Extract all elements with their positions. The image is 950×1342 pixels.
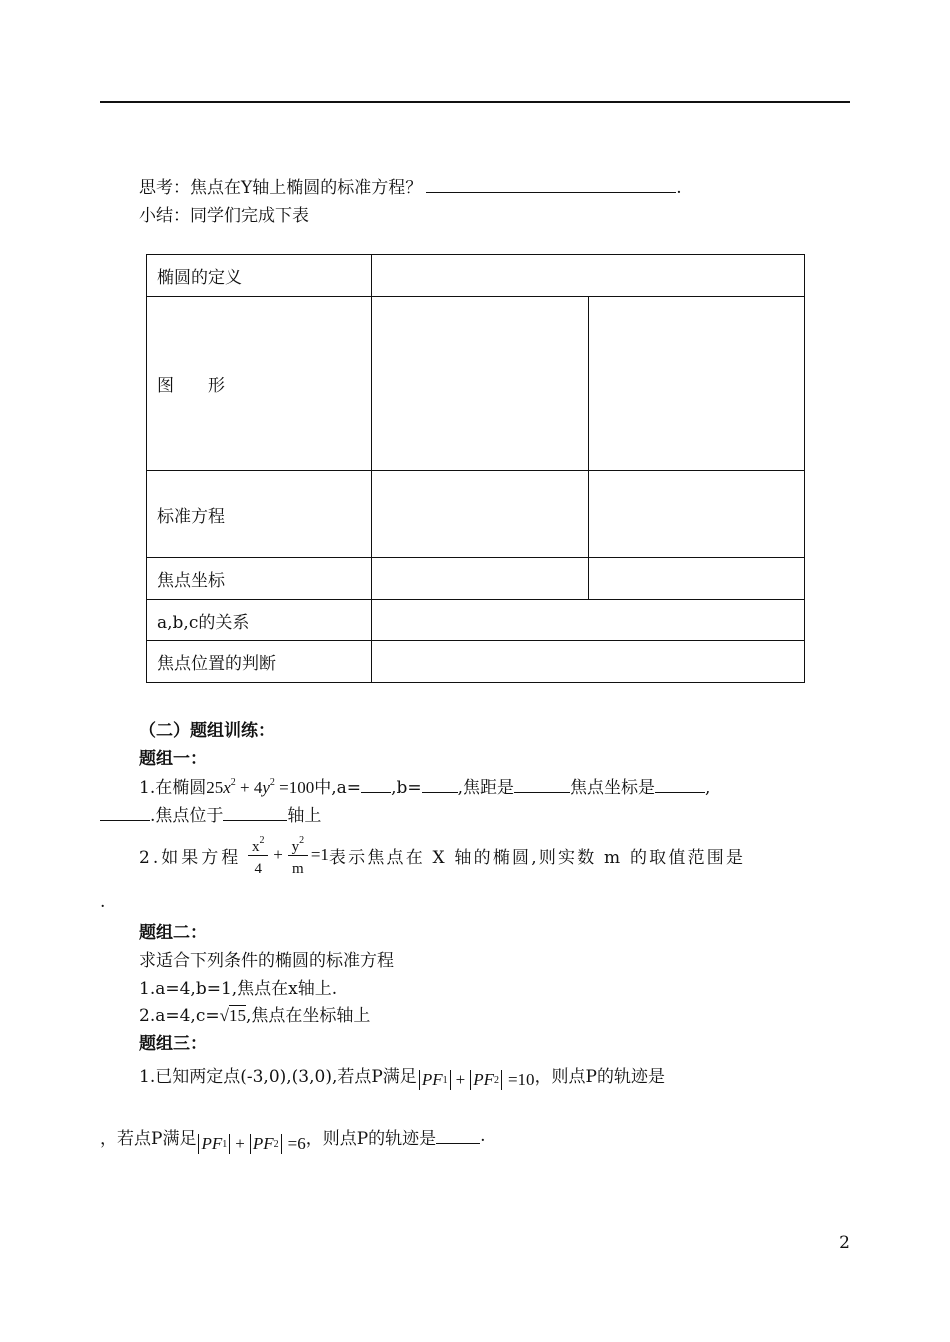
group1-q1 [139,773,710,798]
q2-end: . [100,892,106,912]
pf-term: PF [252,1134,274,1153]
q1-text: 焦点坐标是 [570,778,655,798]
pf-term: PF [421,1070,443,1089]
table-cell-blank [371,471,589,558]
line2-suffix: ，则点P的轨迹是 [305,1128,437,1149]
answer-blank [223,806,287,821]
table-row [147,641,805,683]
table-cell-blank [371,641,804,683]
table-cell-blank [371,600,804,641]
q1-prefix: 1.已知两定点(-3,0),(3,0),若点P满足 [139,1066,417,1087]
table-cell-blank [371,255,804,297]
eq-coef: 25 [206,778,224,797]
plus-sign: + [273,845,283,864]
group1-title: 题组一： [139,749,207,769]
abs-sum-equation [417,1070,535,1090]
answer-blank [426,178,676,193]
section-title: （二）题组训练： [139,721,275,741]
table-row [147,600,805,641]
q1-text: 中,a= [314,778,362,798]
answer-blank [655,778,705,793]
group3-title: 题组三： [139,1034,207,1054]
q2-prefix: 2.如果方程 [139,847,242,868]
frac-den: m [291,861,304,877]
table-row [147,297,805,471]
table-cell-label: 标准方程 [147,471,372,558]
answer-blank [514,778,570,793]
frac-den: 4 [254,861,262,877]
table-cell-blank [371,558,589,600]
q2-prefix: 2.a=4,c= [139,1006,220,1026]
think-prompt: 思考：焦点在Y轴上椭圆的标准方程？ [139,178,423,198]
table-cell-blank [589,558,805,600]
summary-line: 小结：同学们完成下表 [139,206,309,226]
subscript: 2 [493,1074,499,1086]
q1-text: ,b= [391,778,422,798]
subscript: 2 [273,1138,279,1150]
table-cell-label: 焦点坐标 [147,558,372,600]
table-cell-blank [589,297,805,471]
eq-rhs: =1 [310,845,329,864]
pf-term: PF [473,1070,494,1089]
table-cell-label: 焦点位置的判断 [147,641,372,683]
table-row [147,558,805,600]
eq-rhs: =10 [507,1070,535,1089]
group2-intro: 求适合下列条件的椭圆的标准方程 [139,951,394,971]
q1-suffix: ，则点P的轨迹是 [534,1066,666,1087]
page-number: 2 [839,1233,850,1253]
header-rule [100,101,850,103]
table-cell-blank [589,471,805,558]
group1-q1-line2 [100,801,321,826]
q1-text: , [705,778,711,798]
table-cell-blank [371,297,589,471]
table-row [147,471,805,558]
group2-q1: 1.a=4,b=1,焦点在x轴上. [139,979,338,999]
group3-q1 [139,1058,665,1090]
frac-num: y [291,839,300,855]
plus-sign: + [235,1134,245,1153]
think-end: . [676,178,682,198]
frac-num: x [251,839,260,855]
q1-text: 轴上 [287,806,322,826]
fraction-x-over-4: $\frac{x^2}{4}$ [247,832,269,878]
q2-suffix: 表示焦点在 X 轴的椭圆,则实数 m 的取值范围是 [328,847,746,868]
q1-text: .焦点位于 [150,806,224,826]
sqrt-radicand: 15 [228,1006,246,1025]
eq-rhs: =100 [279,778,315,797]
group2-title: 题组二： [139,923,207,943]
group1-q2 [139,832,809,878]
table-cell-label: 图 形 [147,297,372,471]
pf-term: PF [201,1134,223,1153]
table-cell-label: a,b,c的关系 [147,600,372,641]
abs-sum-equation [196,1134,305,1154]
fraction-y-over-m: $\frac{y^2}{m}$ [287,832,309,878]
eq-rhs: =6 [287,1134,306,1153]
answer-blank [361,778,391,793]
eq-coef: + 4 [240,778,263,797]
q1-text: ,焦距是 [457,778,514,798]
q1-prefix: 1.在椭圆 [139,778,207,798]
ellipse-equation: $25x^2 + 4y^2 =100$ [206,777,315,797]
subscript: 1 [222,1138,228,1150]
answer-blank [436,1129,480,1144]
think-line [139,173,682,198]
group2-q2 [139,1001,370,1026]
table-row [147,255,805,297]
sqrt-expression: √15 [219,1006,246,1025]
line-end: . [480,1126,486,1146]
answer-blank [422,778,458,793]
q2-suffix: ,焦点在坐标轴上 [245,1006,371,1026]
summary-table [146,254,805,683]
plus-sign: + [455,1070,466,1089]
table-cell-label: 椭圆的定义 [147,255,372,297]
line2-prefix: ，若点P满足 [100,1128,197,1149]
answer-blank [100,806,150,821]
subscript: 1 [442,1074,448,1086]
group3-q1-line2 [100,1118,486,1154]
